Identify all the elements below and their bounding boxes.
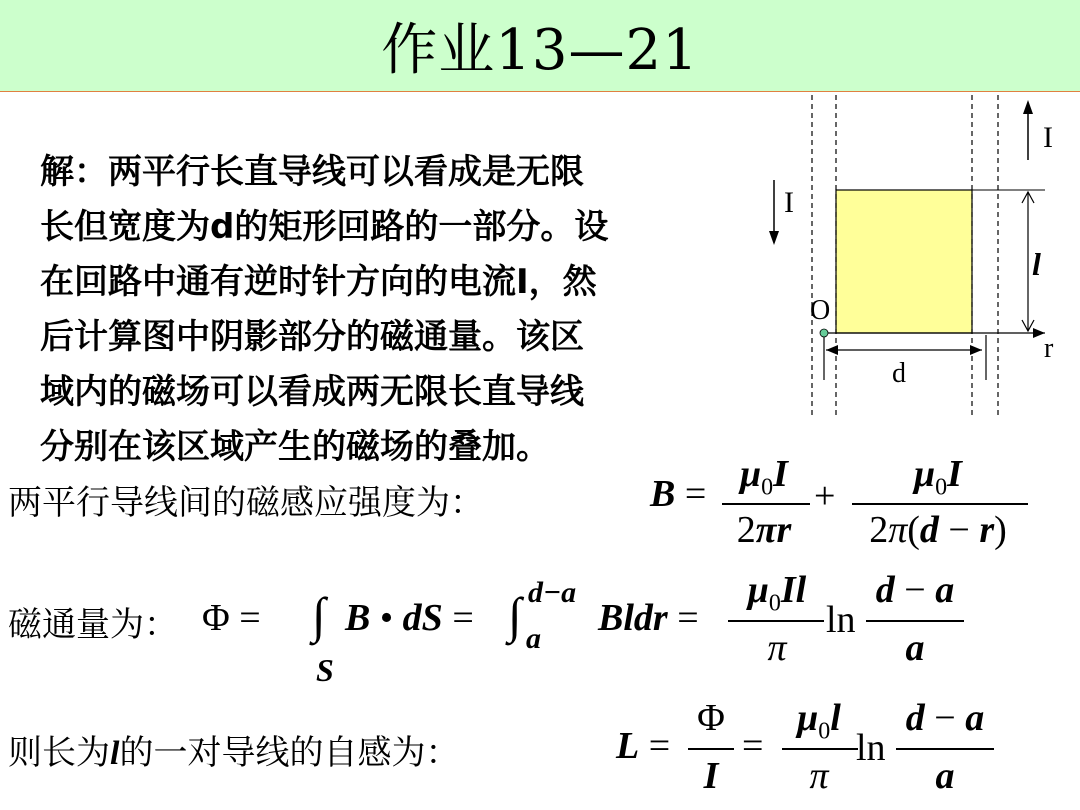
inductance-label bbox=[8, 725, 459, 774]
origin-dot bbox=[820, 329, 828, 337]
solution-paragraph bbox=[40, 145, 780, 475]
current-right-arrow-icon bbox=[1023, 100, 1033, 114]
solution-line: 域内的磁场可以看成两无限长直导线 bbox=[40, 372, 584, 412]
flux-label: 磁通量为： bbox=[8, 605, 178, 645]
current-left-arrow-icon bbox=[769, 231, 779, 245]
solution-line: 分别在该区域产生的磁场的叠加。 bbox=[40, 427, 550, 467]
width-label: d bbox=[892, 358, 906, 389]
axis-label: r bbox=[1044, 333, 1054, 364]
length-label: l bbox=[1032, 246, 1041, 282]
width-arrow-left bbox=[826, 345, 838, 355]
inductance-label-var: l bbox=[110, 735, 120, 772]
field-label: 两平行导线间的磁感应强度为： bbox=[8, 483, 484, 523]
current-left-label: I bbox=[784, 186, 794, 219]
page-title: 作业13—21 bbox=[381, 17, 699, 83]
solution-line: 解：两平行长直导线可以看成是无限 bbox=[40, 152, 584, 192]
inductance-label-prefix: 则长为 bbox=[8, 733, 110, 773]
solution-line: 后计算图中阴影部分的磁通量。该区 bbox=[40, 317, 584, 357]
wire-diagram bbox=[760, 95, 1080, 425]
solution-line: 长但宽度为d的矩形回路的一部分。设 bbox=[40, 207, 609, 247]
title-bar bbox=[0, 0, 1080, 92]
inductance-label-suffix: 的一对导线的自感为： bbox=[119, 733, 460, 773]
solution-line: 在回路中通有逆时针方向的电流I，然 bbox=[40, 262, 597, 302]
shaded-region bbox=[836, 190, 972, 333]
width-arrow-right bbox=[970, 345, 982, 355]
current-right-label: I bbox=[1043, 121, 1053, 154]
origin-label: O bbox=[810, 295, 831, 326]
